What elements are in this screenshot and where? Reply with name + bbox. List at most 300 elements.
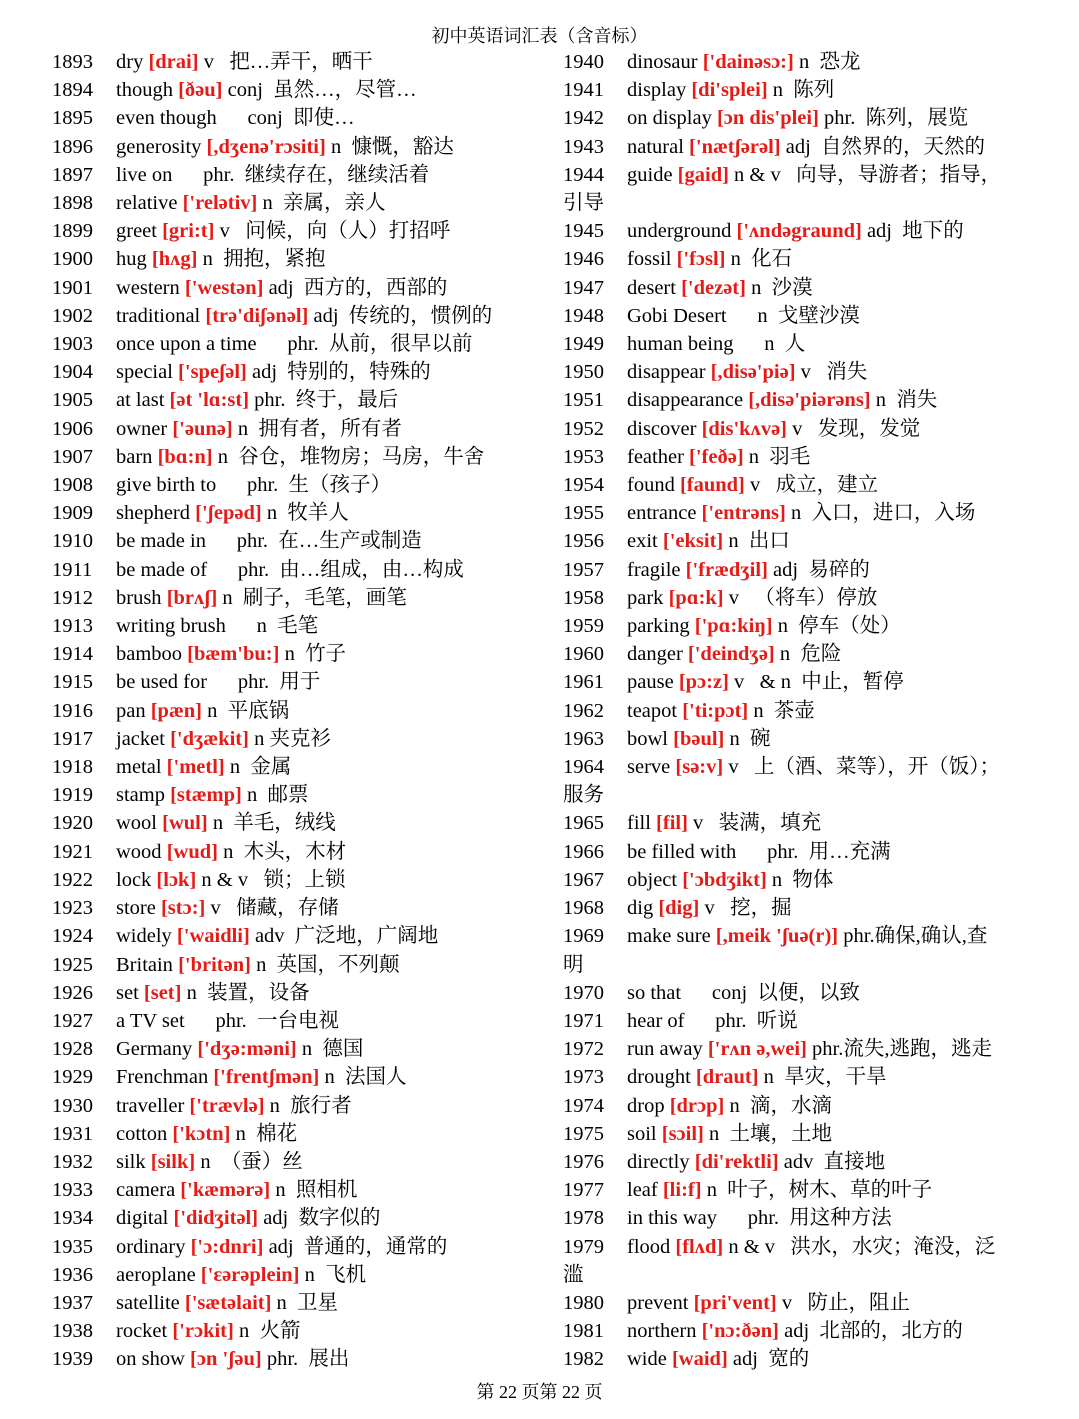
entry-number: 1903 [52,333,93,356]
vocab-entry [52,894,557,922]
vocab-entry [52,386,557,414]
entry-meaning: phr. 继续存在，继续活着 [172,163,430,186]
entry-phonetic: ['sætəlait] [184,1291,272,1314]
entry-word: even though [116,107,217,130]
vocab-entry [563,1317,1068,1345]
entry-meaning: adj 易碎的 [767,558,870,581]
entry-body [627,386,1068,414]
entry-meaning: v 装满，填充 [687,812,822,835]
vocab-entry [563,245,1068,273]
entry-phonetic: [di'rektli] [694,1150,779,1173]
vocab-entry [563,640,1068,668]
entry-word: rocket [116,1320,173,1343]
vocab-entry [52,1148,557,1176]
entry-meaning: phr. 生（孩子） [216,474,392,497]
entry-meaning: adv 直接地 [778,1150,886,1173]
entry-number: 1901 [52,276,93,299]
entry-body [116,1092,557,1120]
entry-word: store [116,897,161,920]
entry-meaning: n 木头，木材 [217,840,347,863]
entry-number: 1937 [52,1291,93,1314]
vocab-entry [52,302,557,330]
entry-body [116,584,557,612]
entry-phonetic: [ɔn 'ʃəu] [190,1348,262,1371]
entry-number: 1958 [563,586,604,609]
entry-word: northern [627,1320,702,1343]
entry-meaning: n 毛笔 [225,615,319,638]
entry-word: object [627,868,683,891]
right-column [563,48,1068,1374]
entry-phonetic: [pri'vent] [693,1291,777,1314]
entry-number: 1921 [52,840,93,863]
entry-phonetic: ['relətiv] [182,192,258,215]
vocab-entry [563,1120,1068,1148]
entry-number: 1977 [563,1179,604,1202]
entry-number: 1906 [52,417,93,440]
entry-word: ordinary [116,1235,191,1258]
entry-number: 1951 [563,389,604,412]
entry-body [116,612,557,640]
entry-phonetic: [silk] [150,1150,196,1173]
entry-number: 1940 [563,51,604,73]
entry-body [627,809,1068,837]
vocab-entry [563,1233,1068,1261]
vocab-entry [52,697,557,725]
vocab-entry [563,1063,1068,1091]
entry-phonetic: ['eksit] [662,530,724,553]
entry-word: exit [627,530,663,553]
entry-meaning: phr. 一台电视 [184,1009,340,1032]
entry-word: serve [627,756,676,779]
entry-number: 1922 [52,868,93,891]
vocab-entry [52,1092,557,1120]
vocab-entry [563,499,1068,527]
entry-word: greet [116,220,163,243]
entry-word: western [116,276,185,299]
entry-number: 1963 [563,727,604,750]
entry-body [627,245,1068,273]
entry-number: 1944 [563,163,604,186]
vocab-entry [563,358,1068,386]
entry-number: 1975 [563,1122,604,1145]
vocab-entry [52,133,557,161]
entry-word: aeroplane [116,1263,201,1286]
entry-meaning: adj 北部的，北方的 [779,1320,963,1343]
entry-phonetic: ['entrəns] [701,502,786,525]
entry-body [116,725,557,753]
entry-number: 1898 [52,192,93,215]
entry-body [116,838,557,866]
entry-word: brush [116,586,167,609]
entry-body [627,1317,1068,1345]
vocab-entry [52,781,557,809]
entry-number: 1893 [52,51,93,73]
entry-meaning: n 土壤，土地 [703,1122,832,1145]
entry-phonetic: [lɔk] [156,868,197,891]
entry-meaning: n 德国 [296,1038,364,1061]
entry-meaning: n 飞机 [299,1263,367,1286]
entry-word: cotton [116,1122,173,1145]
entry-meaning: adj 自然界的，天然的 [780,135,986,158]
entry-meaning: n 沙漠 [745,276,813,299]
entry-body [116,1289,557,1317]
entry-word: park [627,586,669,609]
entry-phonetic: [waid] [671,1348,728,1371]
entry-meaning: conj 虽然…，尽管… [222,79,417,102]
vocab-entry [563,1176,1068,1204]
entry-word: on display [627,107,717,130]
entry-phonetic: [fil] [656,812,688,835]
entry-phonetic: ['trævlə] [189,1094,265,1117]
entry-body [116,697,557,725]
entry-body [627,1148,1068,1176]
entry-body [627,556,1068,584]
entry-word: Germany [116,1038,198,1061]
entry-phonetic: [gri:t] [162,220,215,243]
entry-word: human being [627,333,734,356]
vocab-entry [563,809,1068,837]
vocab-entry [563,866,1068,894]
entry-word: widely [116,925,177,948]
vocab-entry [52,217,557,245]
entry-word: be filled with [627,840,737,863]
entry-number: 1917 [52,727,93,750]
entry-phonetic: [faund] [679,474,745,497]
entry-word: hear of [627,1009,685,1032]
vocab-entry [52,48,557,76]
entry-body [627,104,1068,132]
vocab-entry [563,48,1068,76]
entry-meaning: n 旅行者 [264,1094,352,1117]
entry-phonetic: ['speʃəl] [178,361,247,384]
vocab-entry [52,443,557,471]
entry-phonetic: ['kɔtn] [172,1122,231,1145]
entry-number: 1902 [52,304,93,327]
entry-phonetic: [drɔp] [669,1094,725,1117]
vocab-entry [52,274,557,302]
entry-phonetic: ['ɛərəplein] [200,1263,300,1286]
entry-number: 1929 [52,1066,93,1089]
entry-word: wool [116,812,163,835]
entry-meaning: n 邮票 [241,784,309,807]
entry-meaning: n 陈列 [767,79,835,102]
entry-meaning: n 牧羊人 [261,502,349,525]
entry-meaning: n 碗 [724,727,771,750]
entry-word: live on [116,163,173,186]
entry-meaning: n & v 锁；上锁 [196,868,346,891]
entry-meaning: phr. 终于，最后 [249,389,399,412]
vocab-entry [52,922,557,950]
entry-number: 1896 [52,135,93,158]
entry-number: 1894 [52,79,93,102]
vocab-entry [563,76,1068,104]
entry-word: teapot [627,699,683,722]
entry-number: 1912 [52,586,93,609]
vocab-entry [52,104,557,132]
entry-number: 1909 [52,502,93,525]
entry-body [116,866,557,894]
entry-meaning: n 拥有者，所有者 [232,417,402,440]
entry-phonetic: ['rɔkit] [172,1320,234,1343]
entry-body [116,1317,557,1345]
entry-phonetic: ['ɔbdʒikt] [682,868,767,891]
entry-body [627,302,1068,330]
entry-number: 1969 [563,925,604,948]
entry-word: wide [627,1348,672,1371]
entry-number: 1924 [52,925,93,948]
entry-word: parking [627,615,695,638]
left-column [52,48,557,1374]
vocab-entry [563,1007,1068,1035]
entry-meaning: adj 宽的 [727,1348,810,1371]
entry-phonetic: [dig] [658,897,700,920]
entry-meaning: n （蚕）丝 [195,1150,303,1173]
entry-number: 1939 [52,1348,93,1371]
entry-number: 1930 [52,1094,93,1117]
entry-body [116,217,557,245]
entry-number: 1981 [563,1320,604,1343]
entry-meaning: v & n 中止，暂停 [728,671,904,694]
entry-body [116,330,557,358]
entry-body [627,725,1068,753]
entry-phonetic: ['dʒə:məni] [197,1038,297,1061]
entry-number: 1982 [563,1348,604,1371]
entry-meaning: phr. 由…组成，由…构成 [207,558,464,581]
vocab-entry-continuation [563,781,1068,809]
entry-meaning: n 人 [733,333,806,356]
entry-word: so that [627,981,682,1004]
entry-number: 1923 [52,897,93,920]
entry-word: dinosaur [627,51,703,73]
entry-word: set [116,981,144,1004]
entry-meaning: v 储藏，存储 [205,897,339,920]
entry-word: generosity [116,135,207,158]
entry-body [627,1007,1068,1035]
entry-body [116,1120,557,1148]
entry-body [627,48,1068,76]
entry-word: soil [627,1122,662,1145]
vocab-entry [563,217,1068,245]
entry-meaning: n 戈壁沙漠 [726,304,860,327]
entry-number: 1947 [563,276,604,299]
entry-phonetic: [bæm'bu:] [187,643,280,666]
entry-number: 1971 [563,1009,604,1032]
entry-body [116,48,557,76]
entry-number: 1899 [52,220,93,243]
entry-phonetic: [ɔn dis'plei] [716,107,819,130]
entry-number: 1895 [52,107,93,130]
entry-word: disappear [627,361,711,384]
entry-number: 1904 [52,361,93,384]
entry-meaning: v 上（酒、菜等），开（饭）； [723,756,1000,779]
vocab-entry [563,1035,1068,1063]
vocab-entry [563,922,1068,950]
entry-phonetic: [gaid] [677,163,729,186]
entry-body [627,1289,1068,1317]
entry-number: 1960 [563,643,604,666]
entry-body [627,1120,1068,1148]
entry-word: pause [627,671,679,694]
entry-meaning: n 金属 [224,756,292,779]
entry-phonetic: [flʌd] [675,1235,724,1258]
entry-number: 1953 [563,445,604,468]
vocab-entry [52,1261,557,1289]
entry-word: bamboo [116,643,188,666]
entry-meaning: n 停车（处） [772,615,901,638]
entry-body [116,922,557,950]
entry-phonetic: [draut] [695,1066,759,1089]
entry-word: be used for [116,671,208,694]
vocab-entry [563,133,1068,161]
entry-phonetic: [pæn] [150,699,202,722]
entry-meaning: n & v 向导，导游者；指导， [728,163,1002,186]
vocab-entry [52,809,557,837]
vocab-entry [52,527,557,555]
entry-meaning: n 卫星 [271,1291,339,1314]
entry-number: 1927 [52,1009,93,1032]
vocab-entry-continuation [563,189,1068,217]
entry-body [116,245,557,273]
entry-phonetic: [bəul] [673,727,725,750]
entry-body [627,1176,1068,1204]
entry-number: 1959 [563,615,604,638]
entry-number: 1956 [563,530,604,553]
entry-number: 1946 [563,248,604,271]
entry-body [116,1148,557,1176]
entry-number: 1957 [563,558,604,581]
entry-number: 1949 [563,333,604,356]
entry-number: 1978 [563,1207,604,1230]
entry-word: silk [116,1150,151,1173]
entry-phonetic: [set] [143,981,182,1004]
entry-body [116,640,557,668]
entry-number: 1945 [563,220,604,243]
entry-phonetic: [ət 'lɑ:st] [169,389,250,412]
entry-body [116,471,557,499]
entry-word: dig [627,897,659,920]
entry-body [627,274,1068,302]
entry-word: stamp [116,784,171,807]
entry-number: 1916 [52,699,93,722]
vocab-entry [52,753,557,781]
entry-word: run away [627,1038,708,1061]
entry-body [116,951,557,979]
entry-body [627,1035,1068,1063]
entry-body [627,922,1068,950]
vocab-entry [52,189,557,217]
entry-body [627,76,1068,104]
entry-body [627,697,1068,725]
entry-meaning: n 危险 [774,643,842,666]
entry-word: barn [116,445,158,468]
entry-number: 1974 [563,1094,604,1117]
entry-meaning: phr.确保,确认,查 [838,925,988,948]
entry-meaning: phr.流失,逃跑，逃走 [806,1038,992,1061]
entry-number: 1979 [563,1235,604,1258]
entry-word: at last [116,389,170,412]
entry-word: lock [116,868,157,891]
entry-word: writing brush [116,615,226,638]
entry-meaning: n 夹克衫 [248,727,331,750]
entry-meaning: adj 传统的，惯例的 [308,304,493,327]
entry-number: 1942 [563,107,604,130]
vocab-entry [563,471,1068,499]
entry-body [627,1233,1068,1261]
entry-meaning: v （将车）停放 [723,586,878,609]
entry-word: prevent [627,1291,694,1314]
vocab-entry [52,76,557,104]
vocab-entry [563,753,1068,781]
entry-meaning: n 化石 [725,248,793,271]
entry-meaning: n 棉花 [230,1122,298,1145]
entry-body [116,527,557,555]
entry-body [116,443,557,471]
entry-word: make sure [627,925,716,948]
entry-phonetic: ['nɔ:ðən] [701,1320,780,1343]
entry-meaning: phr. 在…生产或制造 [205,530,422,553]
entry-phonetic: [sə:v] [675,756,724,779]
entry-phonetic: [brʌʃ] [166,586,218,609]
entry-phonetic: ['deindʒə] [687,643,775,666]
vocab-entry [563,556,1068,584]
entry-body [627,838,1068,866]
entry-phonetic: [bɑ:n] [157,445,213,468]
entry-meaning: n 叶子，树木、草的叶子 [701,1179,933,1202]
entry-number: 1911 [52,558,93,581]
entry-word: give birth to [116,474,217,497]
entry-word: on show [116,1348,191,1371]
entry-phonetic: ['waidli] [176,925,250,948]
entry-number: 1941 [563,79,604,102]
entry-number: 1950 [563,361,604,384]
entry-body [116,274,557,302]
entry-number: 1961 [563,671,604,694]
entry-body [116,1035,557,1063]
entry-number: 1955 [563,502,604,525]
vocab-entry [52,640,557,668]
vocab-entry [52,1289,557,1317]
entry-body [627,443,1068,471]
entry-meaning: phr. 用这种方法 [716,1207,892,1230]
entry-word: leaf [627,1179,663,1202]
entry-body [627,1204,1068,1232]
entry-meaning: v 把…弄干，晒干 [198,51,373,73]
entry-word: be made of [116,558,208,581]
entry-word: fill [627,812,657,835]
entry-word: relative [116,192,183,215]
entry-word: entrance [627,502,702,525]
page-footer: 第 22 页第 22 页 [476,1382,603,1402]
vocab-entry [52,612,557,640]
entry-body [627,979,1068,1007]
entry-meaning: phr. 听说 [684,1009,798,1032]
entry-meaning: adj 数字似的 [258,1207,381,1230]
entry-meaning-continuation: 滥 [563,1263,584,1286]
entry-meaning: n 照相机 [270,1179,358,1202]
entry-phonetic: ['metl] [166,756,225,779]
entry-word: underground [627,220,737,243]
entry-meaning: n 羽毛 [743,445,811,468]
entry-word: pan [116,699,151,722]
entry-meaning-continuation: 服务 [563,784,604,807]
entry-phonetic: [ðəu] [178,79,223,102]
entry-phonetic: [drai] [148,51,199,73]
vocab-entry [52,584,557,612]
vocab-entry [52,330,557,358]
entry-word: satellite [116,1291,185,1314]
vocab-entry-continuation [563,1261,1068,1289]
entry-meaning: n 谷仓，堆物房；马房，牛舍 [212,445,485,468]
